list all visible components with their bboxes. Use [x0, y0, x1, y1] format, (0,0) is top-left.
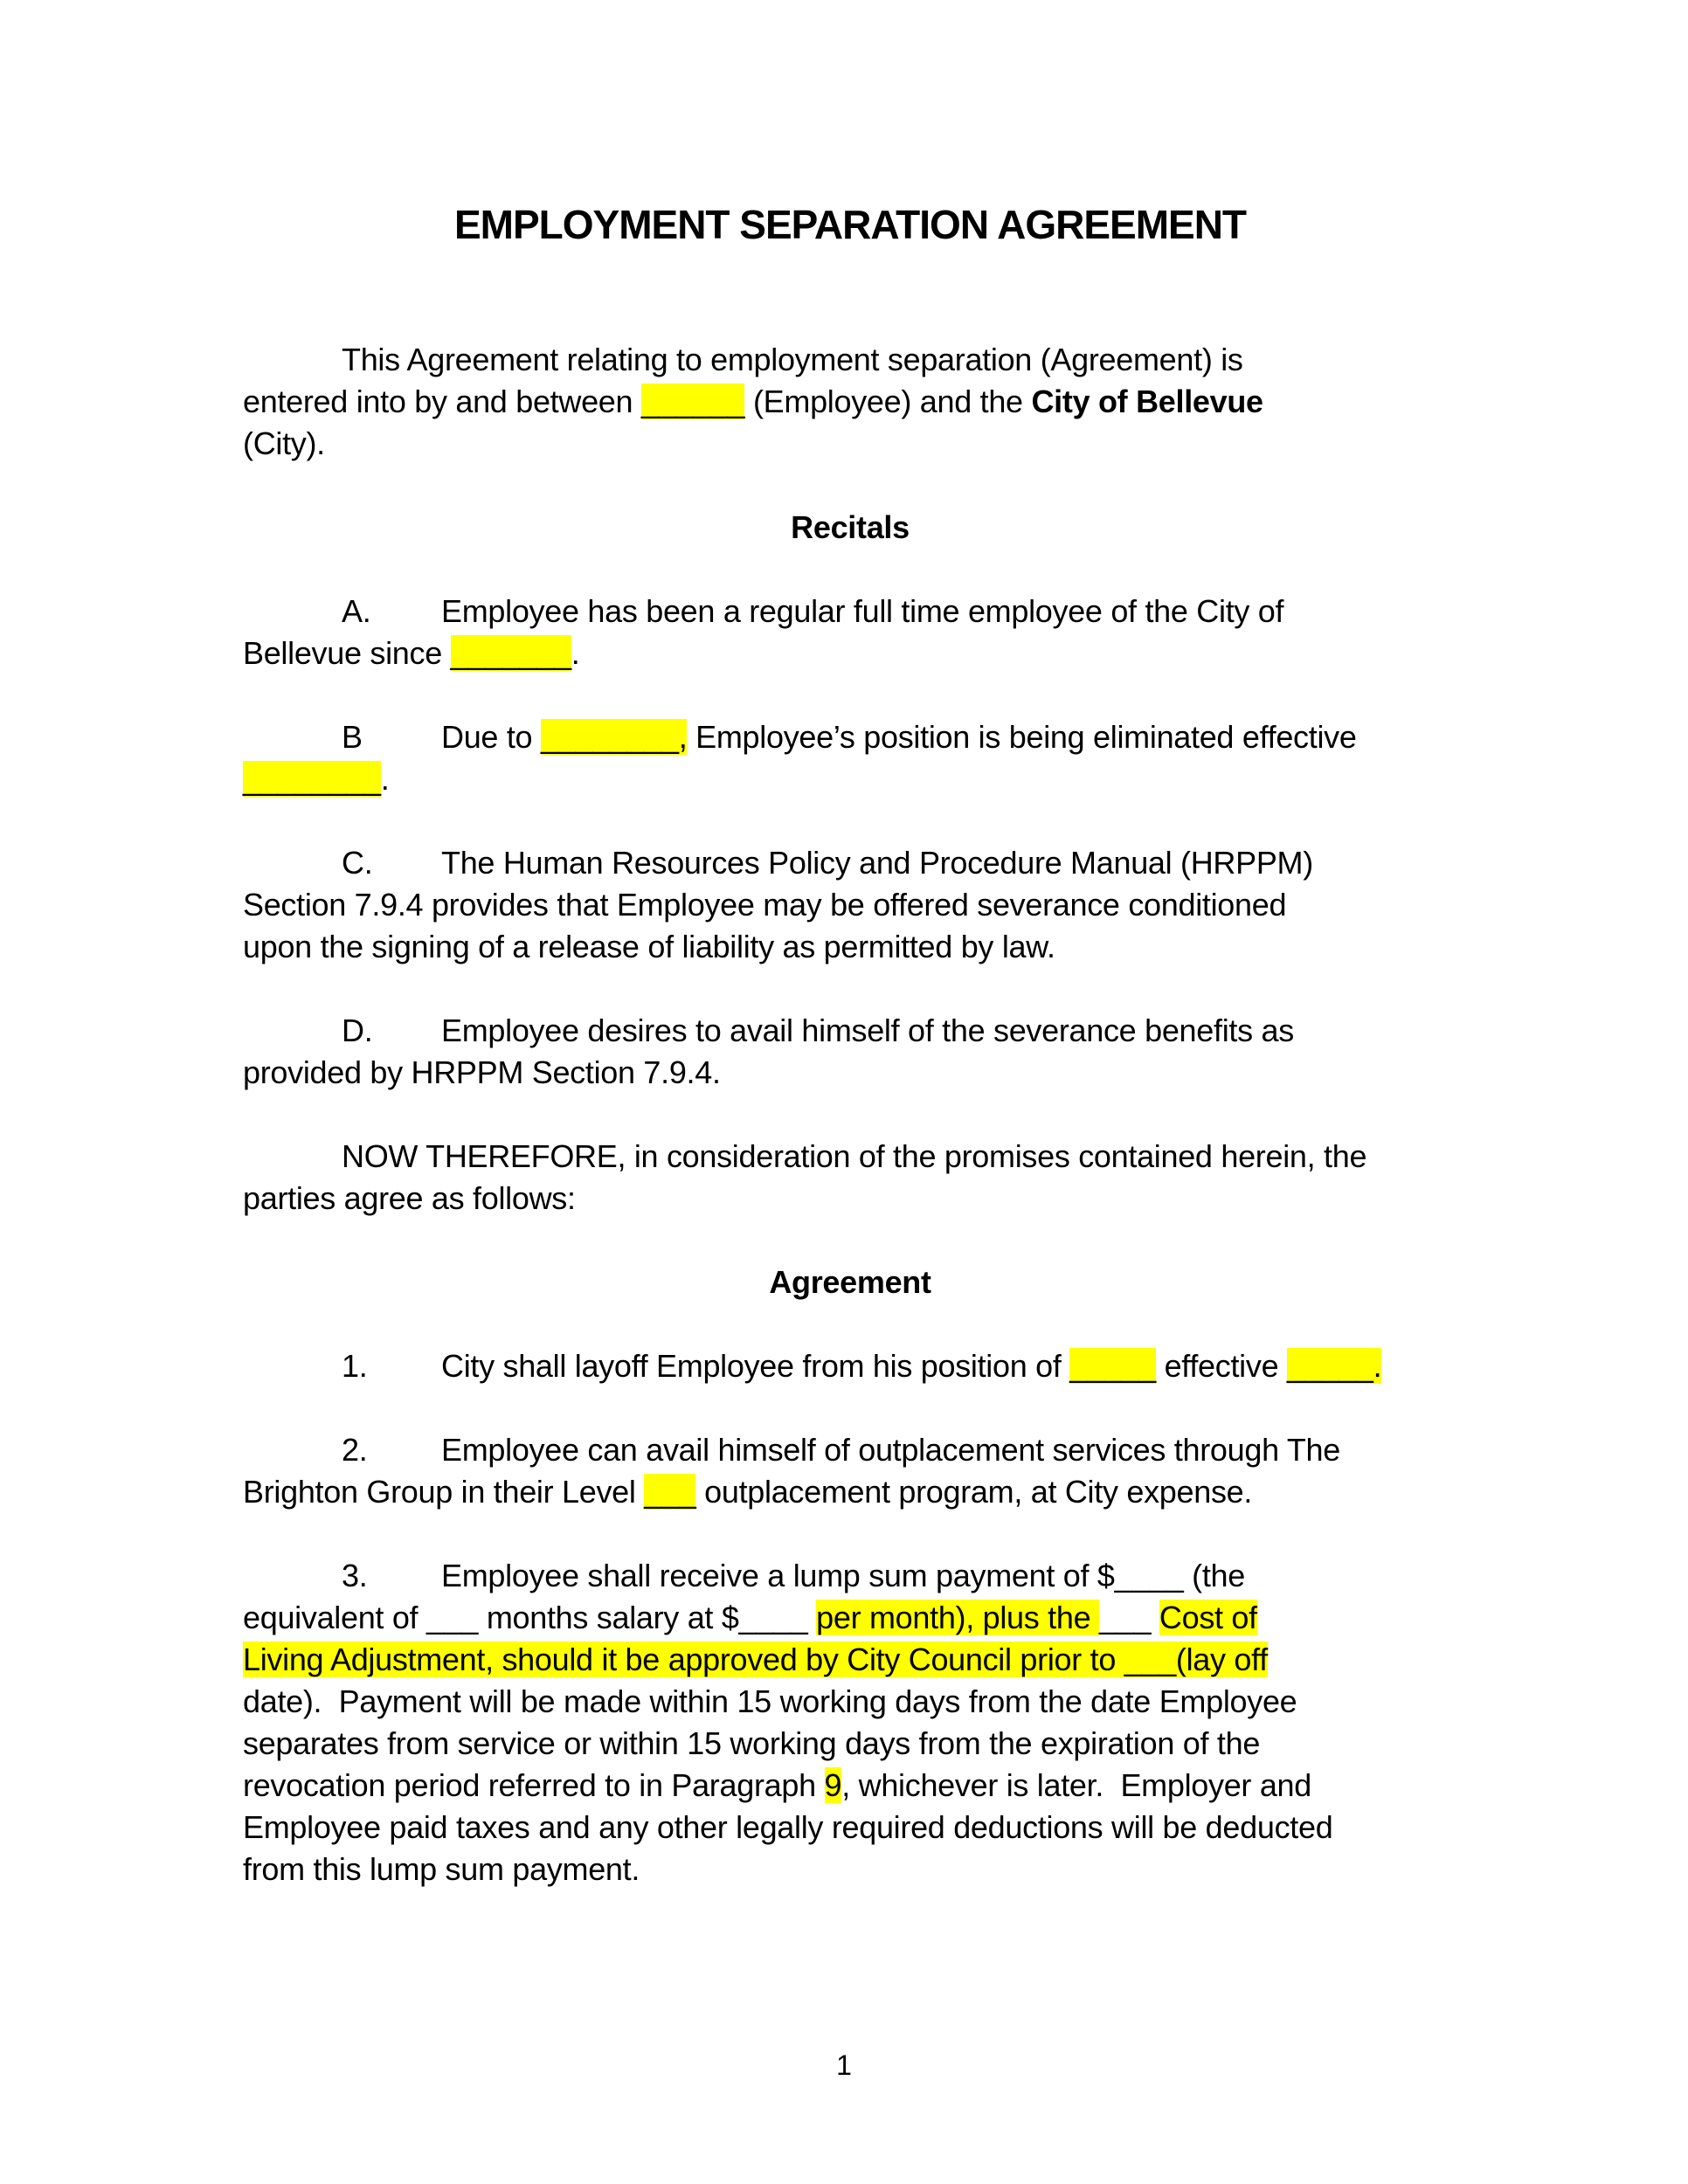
- highlighted-blank: ________: [243, 761, 381, 797]
- text-segment: Employee can avail himself of outplacement services through The: [441, 1432, 1340, 1468]
- list-marker: 3.: [342, 1558, 368, 1593]
- text-segment: Employee paid taxes and any other legally required deductions will be deducted: [243, 1809, 1333, 1845]
- page-number: 1: [836, 2049, 852, 2081]
- agreement-heading: Agreement: [769, 1264, 931, 1300]
- text-segment: Employee’s position is being eliminated effective: [687, 719, 1357, 755]
- recitals-heading: Recitals: [791, 509, 910, 545]
- text-segment: provided by HRPPM Section 7.9.4.: [243, 1054, 721, 1090]
- text-line: [243, 1639, 1457, 1681]
- recital-a: [243, 591, 1457, 674]
- text-segment: .: [380, 761, 390, 797]
- text-segment: from this lump sum payment.: [243, 1851, 640, 1887]
- text-line: [243, 1345, 1457, 1387]
- list-marker: A.: [342, 593, 371, 629]
- text-line: [243, 1765, 1457, 1807]
- text-line: [243, 1178, 1457, 1220]
- text-segment: (Employee) and the: [744, 384, 1032, 419]
- text-segment: Employee shall receive a lump sum payment of $____ (the: [441, 1558, 1245, 1593]
- text-line: [243, 1597, 1457, 1639]
- text-line: [243, 1052, 1457, 1094]
- text-line: [243, 1723, 1457, 1765]
- document-content: [243, 203, 1457, 1932]
- text-segment: separates from service or within 15 working days from the expiration of the: [243, 1725, 1261, 1761]
- text-segment: Section 7.9.4 provides that Employee may be offered severance conditioned: [243, 887, 1287, 923]
- text-segment: This Agreement relating to employment separation (Agreement) is: [342, 342, 1243, 377]
- text-segment: entered into by and between: [243, 384, 641, 419]
- highlighted-blank: ___: [644, 1474, 696, 1510]
- text-segment: upon the signing of a release of liability as permitted by law.: [243, 929, 1055, 964]
- text-line: [243, 926, 1457, 968]
- text-segment: NOW THEREFORE, in consideration of the promises contained herein, the: [342, 1138, 1367, 1174]
- highlighted-blank: 9: [824, 1767, 842, 1803]
- text-segment: , whichever is later. Employer and: [841, 1767, 1311, 1803]
- agreement-item-1: [243, 1345, 1457, 1387]
- text-segment: ___: [1099, 1600, 1159, 1635]
- recital-c: [243, 842, 1457, 968]
- document-title: EMPLOYMENT SEPARATION AGREEMENT: [453, 202, 1247, 247]
- text-segment: revocation period referred to in Paragraph: [243, 1767, 825, 1803]
- highlighted-blank: per month), plus the: [816, 1600, 1100, 1635]
- text-line: [243, 842, 1457, 884]
- text-line: [243, 884, 1457, 926]
- highlighted-blank: ________,: [540, 719, 688, 755]
- text-line: [243, 632, 1457, 674]
- list-marker: B: [342, 719, 363, 755]
- text-segment: outplacement program, at City expense.: [695, 1474, 1253, 1510]
- text-line: [243, 591, 1457, 632]
- list-marker: C.: [342, 845, 373, 881]
- text-line: [243, 1849, 1457, 1890]
- text-line: [243, 423, 1457, 465]
- highlighted-blank: _____: [1069, 1348, 1156, 1384]
- agreement-item-3: [243, 1555, 1457, 1890]
- text-segment: equivalent of ___ months salary at $____: [243, 1600, 817, 1635]
- intro-paragraph: [243, 339, 1457, 465]
- agreement-item-2: [243, 1429, 1457, 1513]
- text-segment: .: [571, 635, 580, 671]
- highlighted-blank: Cost of: [1159, 1600, 1257, 1635]
- text-segment: date). Payment will be made within 15 working days from the date Employee: [243, 1683, 1297, 1719]
- highlighted-blank: ______: [640, 384, 745, 419]
- text-line: [243, 1136, 1457, 1178]
- document-body: [243, 339, 1457, 1890]
- now-therefore-paragraph: [243, 1136, 1457, 1220]
- text-segment: effective: [1155, 1348, 1287, 1384]
- recital-b: [243, 716, 1457, 800]
- text-segment: Due to: [441, 719, 541, 755]
- list-marker: 1.: [342, 1348, 368, 1384]
- text-segment: (City).: [243, 425, 325, 461]
- text-line: [243, 381, 1457, 423]
- text-segment: Brighton Group in their Level: [243, 1474, 645, 1510]
- text-line: [243, 1807, 1457, 1849]
- text-segment: The Human Resources Policy and Procedure Manual (HRPPM): [441, 845, 1313, 881]
- list-marker: D.: [342, 1013, 373, 1048]
- text-segment: parties agree as follows:: [243, 1180, 576, 1216]
- text-segment: City shall layoff Employee from his position of: [441, 1348, 1070, 1384]
- highlighted-blank: _______: [450, 635, 571, 671]
- text-line: [243, 716, 1457, 758]
- highlighted-blank: _____.: [1287, 1348, 1382, 1384]
- highlighted-blank: Living Adjustment, should it be approved by City Council prior to ___(lay off: [243, 1641, 1268, 1677]
- text-line: [243, 1010, 1457, 1052]
- text-line: [243, 1555, 1457, 1597]
- list-marker: 2.: [342, 1432, 368, 1468]
- text-segment: Employee has been a regular full time employee of the City of: [441, 593, 1284, 629]
- text-line: [243, 758, 1457, 800]
- text-segment: City of Bellevue: [1031, 384, 1263, 419]
- text-line: [243, 1681, 1457, 1723]
- recital-d: [243, 1010, 1457, 1094]
- text-line: [243, 339, 1457, 381]
- text-segment: Bellevue since: [243, 635, 451, 671]
- text-line: [243, 1471, 1457, 1513]
- text-line: [243, 1429, 1457, 1471]
- text-segment: Employee desires to avail himself of the severance benefits as: [441, 1013, 1294, 1048]
